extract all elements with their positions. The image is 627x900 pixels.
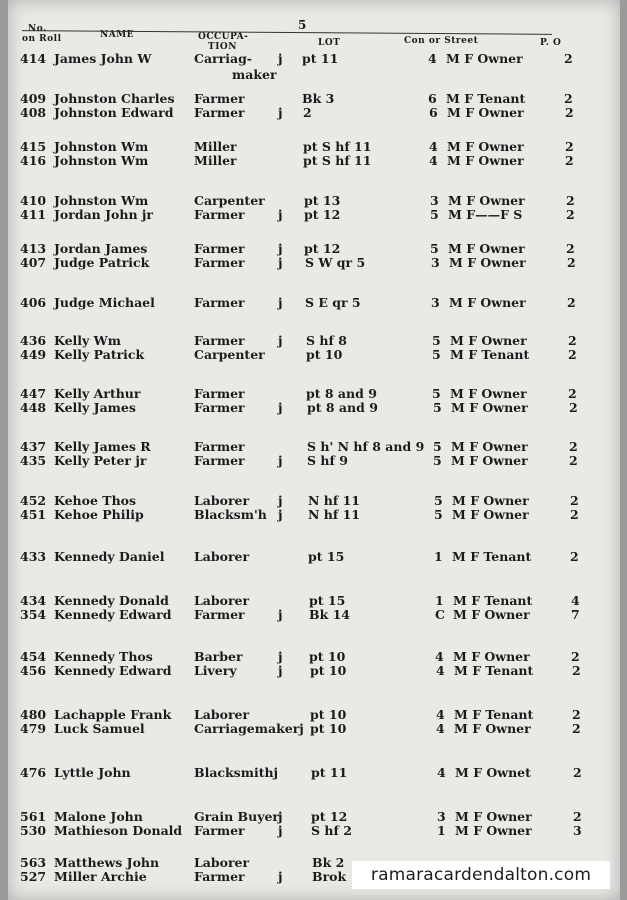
roll-number: 454 xyxy=(20,649,47,664)
entry-lot: N hf 11 xyxy=(308,493,360,508)
entry-concession: 4 xyxy=(435,649,444,664)
table-row xyxy=(8,334,620,348)
entry-status: M F Owner xyxy=(450,386,527,401)
entry-name: Kelly Arthur xyxy=(54,386,141,401)
entry-occupation: Farmer xyxy=(194,105,245,120)
entry-concession: 5 xyxy=(432,386,441,401)
entry-concession: 4 xyxy=(429,139,438,154)
entry-post-office: 4 xyxy=(571,593,580,608)
entry-occupation: Farmer xyxy=(194,400,245,415)
entry-name: Kehoe Thos xyxy=(54,493,137,508)
entry-concession: 4 xyxy=(429,153,438,168)
entry-concession: 3 xyxy=(431,295,440,310)
entry-name: Lachapple Frank xyxy=(54,707,172,722)
entry-lot: pt 12 xyxy=(304,241,341,256)
entry-lot: pt 11 xyxy=(311,765,348,780)
entry-lot: N hf 11 xyxy=(308,507,360,522)
entry-name: Johnston Edward xyxy=(54,105,174,120)
entry-occupation: Farmer xyxy=(194,607,245,622)
entry-occupation: Farmer xyxy=(194,295,245,310)
roll-number: 409 xyxy=(20,91,47,106)
table-row xyxy=(8,256,620,270)
entry-juror-mark: j xyxy=(278,255,283,270)
entry-juror-mark: j xyxy=(278,823,283,838)
table-row xyxy=(8,664,620,678)
entry-occupation: Laborer xyxy=(194,493,250,508)
entry-name: Kelly Patrick xyxy=(54,347,145,362)
entry-occupation: Farmer xyxy=(194,333,245,348)
entry-post-office: 2 xyxy=(564,51,573,66)
roll-number: 407 xyxy=(20,255,47,270)
entry-juror-mark: j xyxy=(278,295,283,310)
table-row xyxy=(8,208,620,222)
entry-juror-mark: j xyxy=(278,507,283,522)
entry-concession: 6 xyxy=(428,91,437,106)
entry-lot: S hf 2 xyxy=(311,823,352,838)
header-name: NAME xyxy=(100,30,135,40)
entry-name: Judge Patrick xyxy=(54,255,150,270)
entry-name: Malone John xyxy=(54,809,143,824)
entry-occupation: Laborer xyxy=(194,593,250,608)
table-row xyxy=(8,494,620,508)
entry-lot: pt 10 xyxy=(310,721,347,736)
roll-number: 476 xyxy=(20,765,47,780)
entry-name: Johnston Wm xyxy=(54,153,149,168)
entry-status: M F Owner xyxy=(451,439,528,454)
entry-occupation: Laborer xyxy=(194,707,250,722)
entry-concession: 5 xyxy=(434,507,443,522)
table-row xyxy=(8,608,620,622)
table-row xyxy=(8,440,620,454)
entry-concession: 5 xyxy=(433,453,442,468)
entry-lot: pt 8 and 9 xyxy=(307,400,378,415)
roll-number: 448 xyxy=(20,400,47,415)
entry-occupation: Blacksm'h xyxy=(194,507,267,522)
header-occupation-2: TION xyxy=(208,42,237,52)
entry-lot: Brok xyxy=(312,869,347,884)
entry-post-office: 2 xyxy=(568,333,577,348)
entry-status: M F Tenant xyxy=(452,549,532,564)
watermark: ramaracardendalton.com xyxy=(352,861,610,889)
entry-lot: S hf 8 xyxy=(306,333,347,348)
roll-number: 447 xyxy=(20,386,47,401)
entry-post-office: 2 xyxy=(572,707,581,722)
roll-number: 406 xyxy=(20,295,47,310)
entry-post-office: 2 xyxy=(572,663,581,678)
roll-number: 411 xyxy=(20,207,47,222)
entry-post-office: 2 xyxy=(569,400,578,415)
entry-status: M F Owner xyxy=(449,295,526,310)
roll-number: 435 xyxy=(20,453,47,468)
table-row xyxy=(8,650,620,664)
table-row xyxy=(8,242,620,256)
directory-page xyxy=(8,0,620,900)
entry-name: Kennedy Edward xyxy=(54,607,172,622)
entry-post-office: 2 xyxy=(565,105,574,120)
header-po: P. O xyxy=(540,38,562,48)
roll-number: 452 xyxy=(20,493,47,508)
entry-occupation: Farmer xyxy=(194,91,245,106)
header-no: No. xyxy=(28,24,47,34)
entry-lot: pt 13 xyxy=(304,193,341,208)
entry-lot: pt S hf 11 xyxy=(303,139,372,154)
entry-status: M F Owner xyxy=(449,255,526,270)
entry-post-office: 2 xyxy=(570,507,579,522)
entry-name: Jordan John jr xyxy=(54,207,154,222)
table-row xyxy=(8,550,620,564)
entry-juror-mark: j xyxy=(278,649,283,664)
entry-occupation: Miller xyxy=(194,153,237,168)
entry-concession: 4 xyxy=(428,51,437,66)
entry-occupation: Grain Buyer xyxy=(194,809,280,824)
entry-juror-mark: j xyxy=(278,607,283,622)
roll-number: 433 xyxy=(20,549,47,564)
entry-juror-mark: j xyxy=(278,869,283,884)
header-on-roll: on Roll xyxy=(22,34,62,44)
entry-name: Kelly Wm xyxy=(54,333,121,348)
entry-status: M F Owner xyxy=(450,333,527,348)
table-row xyxy=(8,92,620,106)
roll-number: 480 xyxy=(20,707,47,722)
entry-post-office: 2 xyxy=(565,139,574,154)
roll-number: 354 xyxy=(20,607,47,622)
entry-concession: 5 xyxy=(430,241,439,256)
entry-status: M F Owner xyxy=(448,193,525,208)
table-row xyxy=(8,401,620,415)
entry-name: Kennedy Thos xyxy=(54,649,153,664)
entry-status: M F Owner xyxy=(451,400,528,415)
roll-number: 408 xyxy=(20,105,47,120)
entry-lot: pt 15 xyxy=(309,593,346,608)
table-row xyxy=(8,766,620,780)
entry-lot: Bk 3 xyxy=(302,91,335,106)
entry-lot: pt S hf 11 xyxy=(303,153,372,168)
entry-post-office: 2 xyxy=(564,91,573,106)
entry-post-office: 2 xyxy=(568,386,577,401)
entry-juror-mark: j xyxy=(278,453,283,468)
page-number: 5 xyxy=(298,18,307,32)
entry-post-office: 2 xyxy=(566,207,575,222)
entry-name: Johnston Wm xyxy=(54,139,149,154)
entry-concession: 5 xyxy=(432,333,441,348)
entry-status: M F Tenant xyxy=(453,593,533,608)
entry-status: M F Owner xyxy=(447,105,524,120)
header-lot: LOT xyxy=(318,38,341,48)
entry-post-office: 3 xyxy=(573,823,582,838)
entry-status: M F Owner xyxy=(455,809,532,824)
entry-juror-mark: j xyxy=(278,333,283,348)
entry-lot: pt 10 xyxy=(310,663,347,678)
entry-post-office: 2 xyxy=(569,439,578,454)
entry-juror-mark: j xyxy=(278,400,283,415)
entry-lot: pt 15 xyxy=(308,549,345,564)
table-row xyxy=(8,348,620,362)
entry-lot: S W qr 5 xyxy=(305,255,366,270)
entry-status: M F Owner xyxy=(455,823,532,838)
entry-post-office: 2 xyxy=(565,153,574,168)
entry-occupation: Carpenter xyxy=(194,193,265,208)
entry-juror-mark: j xyxy=(278,241,283,256)
roll-number: 479 xyxy=(20,721,47,736)
entry-post-office: 2 xyxy=(569,453,578,468)
entry-lot: S hf 9 xyxy=(307,453,348,468)
entry-lot: pt 11 xyxy=(302,51,339,66)
roll-number: 451 xyxy=(20,507,47,522)
entry-status: M F Ownet xyxy=(455,765,531,780)
roll-number: 436 xyxy=(20,333,47,348)
entry-juror-mark: j xyxy=(278,809,283,824)
entry-post-office: 2 xyxy=(571,649,580,664)
entry-name: Kennedy Edward xyxy=(54,663,172,678)
entry-concession: 1 xyxy=(437,823,446,838)
occupation-continuation: maker xyxy=(232,67,277,82)
table-row xyxy=(8,296,620,310)
entry-occupation: Laborer xyxy=(194,549,250,564)
entry-name: Luck Samuel xyxy=(54,721,145,736)
entry-post-office: 7 xyxy=(571,607,580,622)
table-row xyxy=(8,824,620,838)
entry-concession: 4 xyxy=(436,721,445,736)
roll-number: 415 xyxy=(20,139,47,154)
entry-post-office: 2 xyxy=(572,721,581,736)
roll-number: 410 xyxy=(20,193,47,208)
table-row xyxy=(8,387,620,401)
entry-status: M F Tenant xyxy=(454,707,534,722)
entry-lot: S h' N hf 8 and 9 xyxy=(307,439,425,454)
entry-post-office: 2 xyxy=(566,193,575,208)
entry-concession: C xyxy=(435,607,445,622)
entry-occupation: Farmer xyxy=(194,255,245,270)
roll-number: 456 xyxy=(20,663,47,678)
entry-post-office: 2 xyxy=(566,241,575,256)
entry-occupation: Farmer xyxy=(194,207,245,222)
entry-post-office: 2 xyxy=(567,255,576,270)
entry-occupation: Barber xyxy=(194,649,243,664)
entry-status: M F Owner xyxy=(447,153,524,168)
entry-name: Mathieson Donald xyxy=(54,823,183,838)
entry-juror-mark: j xyxy=(278,207,283,222)
table-row xyxy=(8,194,620,208)
entry-concession: 5 xyxy=(433,439,442,454)
entry-juror-mark: j xyxy=(278,105,283,120)
entry-concession: 4 xyxy=(436,663,445,678)
entry-lot: Bk 14 xyxy=(309,607,350,622)
entry-occupation: Miller xyxy=(194,139,237,154)
entry-name: Lyttle John xyxy=(54,765,131,780)
roll-number: 434 xyxy=(20,593,47,608)
table-row xyxy=(8,454,620,468)
roll-number: 414 xyxy=(20,51,47,66)
entry-concession: 3 xyxy=(437,809,446,824)
roll-number: 563 xyxy=(20,855,47,870)
entry-lot: 2 xyxy=(303,105,312,120)
entry-occupation: Farmer xyxy=(194,439,245,454)
entry-concession: 1 xyxy=(434,549,443,564)
entry-name: Johnston Wm xyxy=(54,193,149,208)
table-row xyxy=(8,154,620,168)
entry-name: Matthews John xyxy=(54,855,160,870)
header-occupation: OCCUPA- xyxy=(198,32,249,42)
table-row xyxy=(8,508,620,522)
entry-lot: pt 10 xyxy=(310,707,347,722)
entry-lot: pt 8 and 9 xyxy=(306,386,377,401)
roll-number: 527 xyxy=(20,869,47,884)
entry-status: M F Owner xyxy=(453,649,530,664)
entry-occupation: Farmer xyxy=(194,823,245,838)
entry-concession: 4 xyxy=(436,707,445,722)
entry-status: M F Tenant xyxy=(450,347,530,362)
entry-concession: 1 xyxy=(435,593,444,608)
entry-concession: 4 xyxy=(437,765,446,780)
entry-name: Johnston Charles xyxy=(54,91,175,106)
entry-post-office: 2 xyxy=(573,765,582,780)
entry-occupation: Laborer xyxy=(194,855,250,870)
entry-occupation: Farmer xyxy=(194,386,245,401)
table-row xyxy=(8,140,620,154)
table-row xyxy=(8,52,620,66)
table-row xyxy=(8,708,620,722)
entry-status: M F Owner xyxy=(454,721,531,736)
entry-lot: Bk 2 xyxy=(312,855,345,870)
entry-post-office: 2 xyxy=(570,549,579,564)
entry-concession: 3 xyxy=(431,255,440,270)
entry-name: Kennedy Daniel xyxy=(54,549,165,564)
entry-occupation: Carpenter xyxy=(194,347,265,362)
entry-lot: S E qr 5 xyxy=(305,295,361,310)
entry-status: M F Owner xyxy=(448,241,525,256)
entry-status: M F Owner xyxy=(447,139,524,154)
table-row xyxy=(8,722,620,736)
entry-lot: pt 10 xyxy=(309,649,346,664)
entry-status: M F Owner xyxy=(453,607,530,622)
entry-status: M F Owner xyxy=(451,453,528,468)
entry-status: M F Tenant xyxy=(446,91,526,106)
entry-concession: 5 xyxy=(432,347,441,362)
header-con-street: Con or Street xyxy=(404,36,479,46)
table-row xyxy=(8,594,620,608)
entry-concession: 5 xyxy=(433,400,442,415)
entry-name: Kelly James xyxy=(54,400,136,415)
entry-post-office: 2 xyxy=(573,809,582,824)
roll-number: 449 xyxy=(20,347,47,362)
entry-juror-mark: j xyxy=(278,493,283,508)
entry-lot: pt 12 xyxy=(311,809,348,824)
entry-concession: 5 xyxy=(434,493,443,508)
entry-name: Kelly Peter jr xyxy=(54,453,147,468)
entry-post-office: 2 xyxy=(567,295,576,310)
entry-occupation: Farmer xyxy=(194,241,245,256)
entry-juror-mark: j xyxy=(278,663,283,678)
entry-status: M F Owner xyxy=(446,51,523,66)
entry-juror-mark: j xyxy=(278,51,283,66)
entry-name: Kennedy Donald xyxy=(54,593,169,608)
entry-occupation: Carriagemakerj xyxy=(194,721,304,736)
entry-name: Jordan James xyxy=(54,241,148,256)
entry-post-office: 2 xyxy=(570,493,579,508)
entry-occupation: Blacksmithj xyxy=(194,765,279,780)
entry-name: James John W xyxy=(54,51,152,66)
roll-number: 416 xyxy=(20,153,47,168)
entry-status: M F Tenant xyxy=(454,663,534,678)
roll-number: 530 xyxy=(20,823,47,838)
entry-lot: pt 10 xyxy=(306,347,343,362)
entry-occupation: Farmer xyxy=(194,453,245,468)
entry-status: M F——F S xyxy=(448,207,523,222)
entry-status: M F Owner xyxy=(452,507,529,522)
table-row xyxy=(8,106,620,120)
entry-post-office: 2 xyxy=(568,347,577,362)
entry-name: Kehoe Philip xyxy=(54,507,144,522)
roll-number: 561 xyxy=(20,809,47,824)
entry-name: Miller Archie xyxy=(54,869,147,884)
entry-name: Kelly James R xyxy=(54,439,151,454)
roll-number: 437 xyxy=(20,439,47,454)
entry-name: Judge Michael xyxy=(54,295,155,310)
roll-number: 413 xyxy=(20,241,47,256)
entry-status: M F Owner xyxy=(452,493,529,508)
entry-concession: 3 xyxy=(430,193,439,208)
entry-occupation: Farmer xyxy=(194,869,245,884)
entry-occupation: Livery xyxy=(194,663,237,678)
entry-concession: 5 xyxy=(430,207,439,222)
table-row xyxy=(8,810,620,824)
entry-lot: pt 12 xyxy=(304,207,341,222)
entry-concession: 6 xyxy=(429,105,438,120)
entry-occupation: Carriag- xyxy=(194,51,252,66)
